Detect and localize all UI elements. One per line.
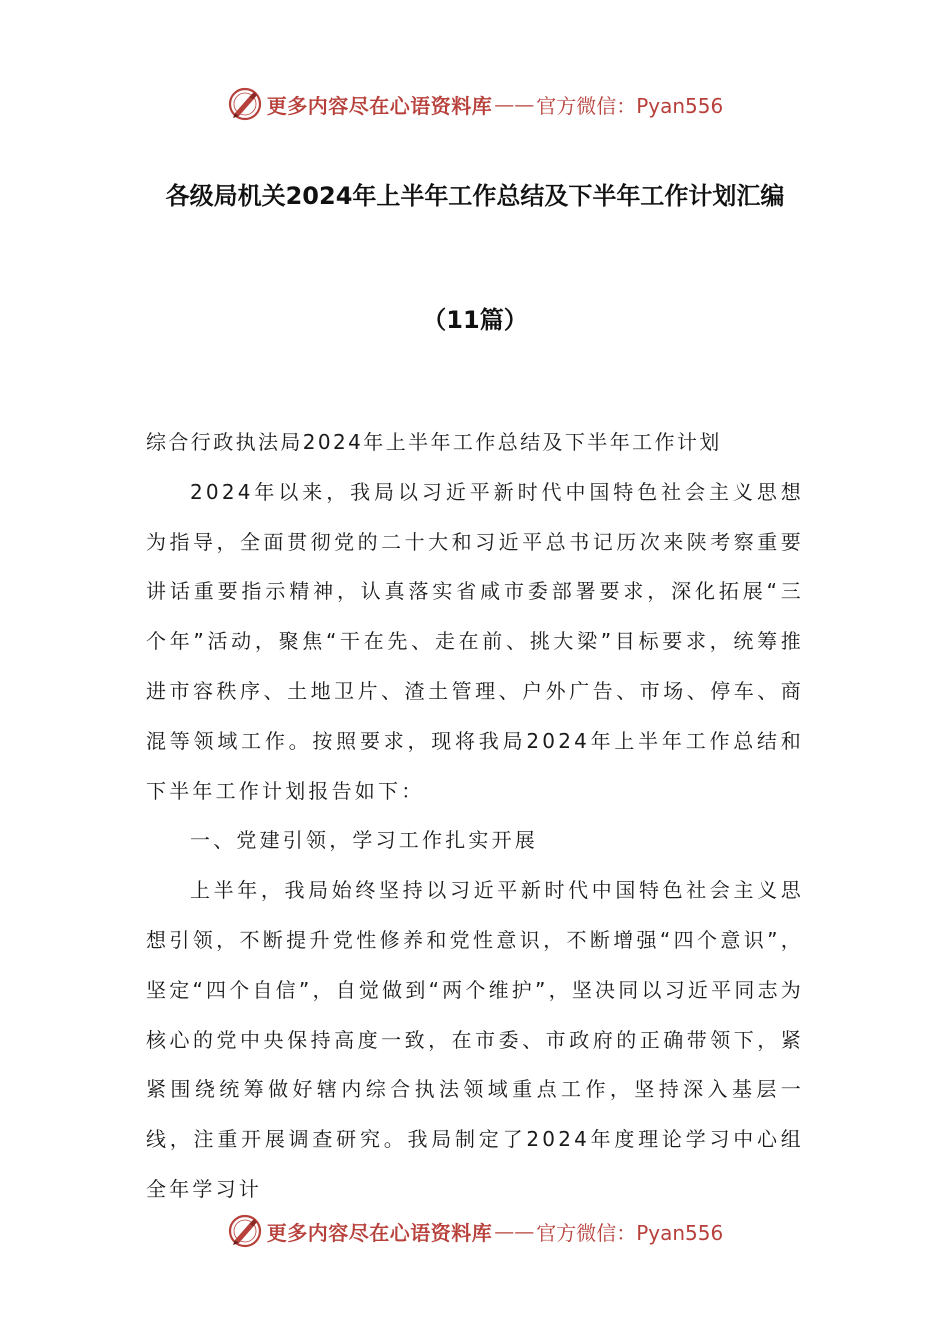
banner-wechat-text: 官方微信：Pyan556 <box>536 93 724 118</box>
pen-logo-icon <box>227 1213 263 1249</box>
body-paragraph: 上半年，我局始终坚持以习近平新时代中国特色社会主义思想引领，不断提升党性修养和党性意识，不断增强“四个意识”，坚定“四个自信”，自觉做到“两个维护”，坚决同以习近平同志为核心的党中央保持高度一致，在市委、市政府的正确带领下，紧紧围绕统筹做好辖内综合执法领域重点工作，坚持深入基层一线，注重开展调查研究。我局制定了2024年度理论学习中心组全年学习计 <box>146 878 804 1201</box>
document-body <box>146 418 804 1215</box>
banner-dash: —— <box>494 92 535 116</box>
banner-library-text: 更多内容尽在心语资料库 <box>266 1220 493 1245</box>
header-banner <box>0 82 950 126</box>
pen-logo-icon <box>227 86 263 122</box>
section-heading: 一、党建引领，学习工作扎实开展 <box>190 828 538 853</box>
footer-banner <box>0 1209 950 1253</box>
document-title: 各级局机关2024年上半年工作总结及下半年工作计划汇编 <box>165 182 785 210</box>
body-paragraph: 2024年以来，我局以习近平新时代中国特色社会主义思想为指导，全面贯彻党的二十大和习近平总书记历次来陕考察重要讲话重要指示精神，认真落实省咸市委部署要求，深化拓展“三个年”活动，聚焦“干在先、走在前、挑大梁”目标要求，统筹推进市容秩序、土地卫片、渣土管理、户外广告、市场、停车、商混等领域工作。按照要求，现将我局2024年上半年工作总结和下半年工作计划报告如下： <box>146 479 804 803</box>
document-subtitle: （11篇） <box>422 306 528 334</box>
banner-library-text: 更多内容尽在心语资料库 <box>266 93 493 118</box>
banner-wechat-text: 官方微信：Pyan556 <box>536 1220 724 1245</box>
banner-dash: —— <box>494 1219 535 1243</box>
article-title: 综合行政执法局2024年上半年工作总结及下半年工作计划 <box>146 430 722 454</box>
